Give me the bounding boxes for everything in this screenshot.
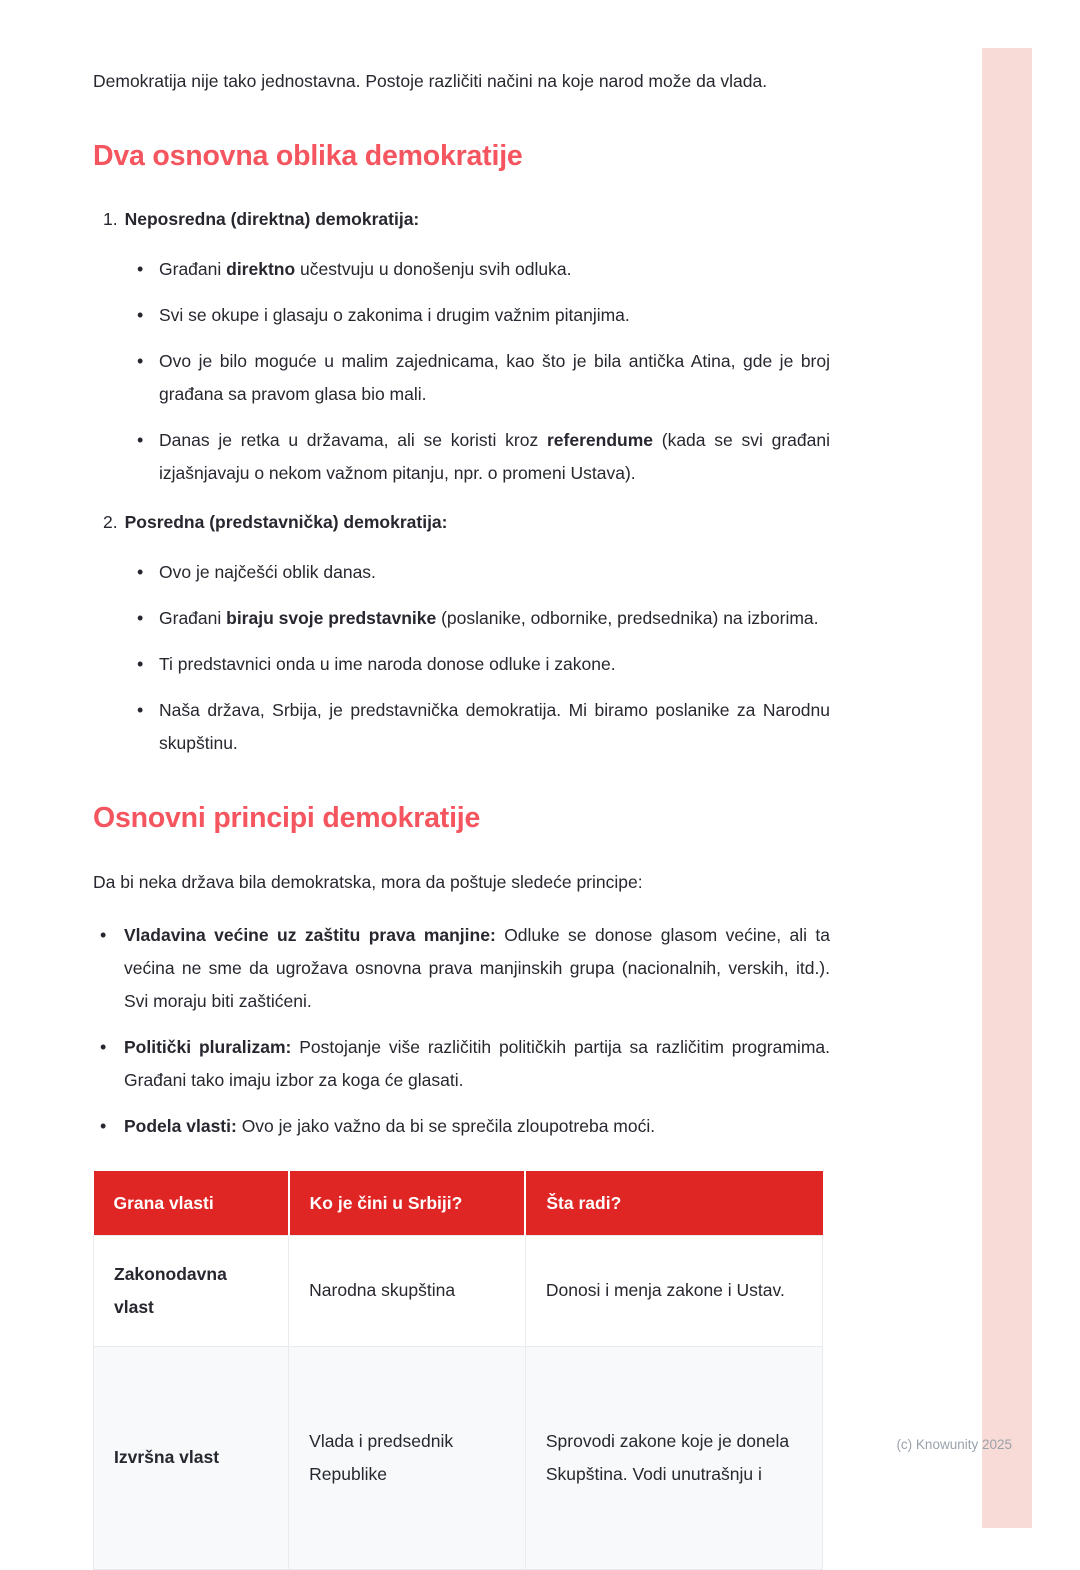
bullet-text-bold: biraju svoje predstavnike bbox=[226, 607, 437, 628]
bullet-item bbox=[100, 919, 830, 1018]
bullet-text-bold: referendume bbox=[546, 429, 653, 450]
bullet-item bbox=[137, 648, 830, 681]
bullet-text-text: učestvuju u donošenju svih odluka. bbox=[295, 258, 572, 279]
bullet-marker: • bbox=[137, 561, 144, 582]
government-branches-table bbox=[93, 1171, 823, 1570]
bullet-text bbox=[159, 556, 830, 589]
bullet-text-text: Ovo je najčešći oblik danas. bbox=[159, 561, 376, 582]
bullet-text bbox=[159, 424, 830, 490]
bullet-marker: • bbox=[137, 429, 144, 450]
page-edge-stripe bbox=[982, 48, 1032, 1528]
bullet-text-text: Ovo je bilo moguće u malim zajednicama, kao što je bila antička Atina, gde je broj građana sa pravom glasa bio mali. bbox=[159, 350, 830, 404]
table-header-row bbox=[94, 1171, 823, 1236]
sub-bullet-list bbox=[93, 253, 830, 490]
table-header bbox=[94, 1171, 823, 1236]
principle-text-text: Odluke se donose glasom većine, ali ta većina ne sme da ugrožava osnovna prava manjinskih grupa (nacionalnih, verskih, itd.). Svi moraju biti zaštićeni. bbox=[124, 924, 830, 1011]
item-number: 1. bbox=[103, 208, 118, 229]
table-cell bbox=[94, 1346, 289, 1569]
principle-text-bold: Vladavina većine uz zaštitu prava manjine: bbox=[124, 924, 496, 945]
bullet-item bbox=[137, 602, 830, 635]
bullet-item bbox=[137, 424, 830, 490]
table-cell: Narodna skupština bbox=[289, 1235, 526, 1346]
bullet-marker: • bbox=[100, 924, 107, 945]
table-cell bbox=[94, 1235, 289, 1346]
sub-bullet-list bbox=[93, 556, 830, 760]
bullet-marker: • bbox=[137, 258, 144, 279]
bullet-text bbox=[159, 648, 830, 681]
bullet-marker: • bbox=[100, 1115, 107, 1136]
table-cell-bold-text: Izvršna vlast bbox=[114, 1447, 220, 1467]
table-header-cell: Grana vlasti bbox=[94, 1171, 289, 1236]
item-number: 2. bbox=[103, 511, 118, 532]
document-content bbox=[93, 46, 830, 1570]
numbered-item bbox=[93, 506, 830, 760]
item-heading-text: Posredna (predstavnička) demokratija: bbox=[124, 511, 448, 532]
bullet-text bbox=[159, 345, 830, 411]
bullet-marker: • bbox=[137, 653, 144, 674]
bullet-item bbox=[100, 1031, 830, 1097]
principle-text bbox=[124, 919, 830, 1018]
numbered-item-heading bbox=[93, 506, 830, 539]
bullet-marker: • bbox=[137, 699, 144, 720]
section-title-principles: Osnovni principi demokratije bbox=[93, 801, 481, 834]
bullet-text-text: Danas je retka u državama, ali se koristi kroz bbox=[159, 429, 547, 450]
bullet-text-text: Građani bbox=[159, 258, 227, 279]
principles-lead: Da bi neka država bila demokratska, mora da poštuje sledeće principe: bbox=[93, 871, 643, 892]
principles-list bbox=[93, 919, 830, 1143]
bullet-item bbox=[137, 345, 830, 411]
bullet-text-text: Svi se okupe i glasaju o zakonima i drugim važnim pitanjima. bbox=[159, 304, 630, 325]
table-cell: Vlada i predsednik Republike bbox=[289, 1346, 526, 1569]
bullet-marker: • bbox=[137, 304, 144, 325]
bullet-marker: • bbox=[100, 1036, 107, 1057]
table-header-cell: Ko je čini u Srbiji? bbox=[289, 1171, 526, 1236]
bullet-text bbox=[159, 694, 830, 760]
bullet-item bbox=[137, 556, 830, 589]
intro-paragraph: Demokratija nije tako jednostavna. Postoje različiti načini na koje narod može da vlada. bbox=[93, 70, 768, 91]
forms-numbered-list bbox=[93, 203, 830, 760]
numbered-item-heading bbox=[93, 203, 830, 236]
principle-text-text: Postojanje više različitih političkih partija sa različitim programima. Građani tako imaju izbor za koga će glasati. bbox=[124, 1036, 830, 1090]
table-row bbox=[94, 1235, 823, 1346]
item-heading-text: Neposredna (direktna) demokratija: bbox=[124, 208, 420, 229]
table-body bbox=[94, 1235, 823, 1569]
bullet-text-text: Građani bbox=[159, 607, 227, 628]
table-cell: Donosi i menja zakone i Ustav. bbox=[525, 1235, 822, 1346]
table-row bbox=[94, 1346, 823, 1569]
section-title-forms: Dva osnovna oblika demokratije bbox=[93, 139, 523, 172]
principle-text-bold: Podela vlasti: bbox=[124, 1115, 237, 1136]
table-cell-bold-text: Zakonodavna vlast bbox=[114, 1263, 227, 1317]
bullet-text-bold: direktno bbox=[226, 258, 296, 279]
numbered-item bbox=[93, 203, 830, 490]
bullet-text bbox=[159, 602, 830, 635]
principle-text-bold: Politički pluralizam: bbox=[124, 1036, 292, 1057]
bullet-item bbox=[137, 299, 830, 332]
principle-text bbox=[124, 1031, 830, 1097]
bullet-marker: • bbox=[137, 350, 144, 371]
bullet-item bbox=[137, 253, 830, 286]
bullet-text-text: Ti predstavnici onda u ime naroda donose odluke i zakone. bbox=[159, 653, 616, 674]
bullet-text-text: Naša država, Srbija, je predstavnička demokratija. Mi biramo poslanike za Narodnu skupštinu. bbox=[159, 699, 830, 753]
bullet-text-text: (kada se svi građani izjašnjavaju o nekom važnom pitanju, npr. o promeni Ustava). bbox=[159, 429, 830, 483]
principle-text bbox=[124, 1110, 830, 1143]
principle-text-text: Ovo je jako važno da bi se sprečila zloupotreba moći. bbox=[236, 1115, 656, 1136]
bullet-marker: • bbox=[137, 607, 144, 628]
bullet-text bbox=[159, 253, 830, 286]
table-header-cell: Šta radi? bbox=[525, 1171, 822, 1236]
bullet-item bbox=[137, 694, 830, 760]
bullet-text-text: (poslanike, odbornike, predsednika) na izborima. bbox=[436, 607, 819, 628]
watermark: (c) Knowunity 2025 bbox=[896, 1437, 1012, 1452]
bullet-text bbox=[159, 299, 830, 332]
table-cell: Sprovodi zakone koje je donela Skupština. Vodi unutrašnju i bbox=[525, 1346, 822, 1569]
bullet-item bbox=[100, 1110, 830, 1143]
